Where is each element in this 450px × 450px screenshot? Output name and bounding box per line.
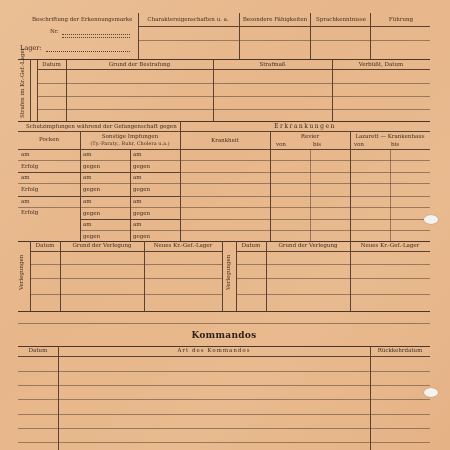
- impf-r6-c2: gegen: [83, 211, 101, 217]
- lazarett-header: Lazarett — Krankenhaus: [355, 134, 425, 140]
- lazarett-von: von: [354, 142, 364, 148]
- krankheit-header: Krankheit: [211, 138, 239, 144]
- impf-r2-c2: gegen: [83, 164, 101, 170]
- sprachen-header: Sprachkenntnisse: [316, 17, 366, 23]
- verlegungen-side-label-left: Verlegungen: [19, 254, 25, 290]
- impf-r6-c3: gegen: [133, 211, 151, 217]
- lazarett-bis: bis: [391, 142, 400, 148]
- impf-r8-c2: gegen: [83, 234, 101, 240]
- verl-neues-left: Neues Kr.-Gef.-Lager: [153, 243, 213, 249]
- impf-r4-c2: gegen: [83, 187, 101, 193]
- impf-r2-c1: Erfolg: [21, 164, 39, 170]
- punch-hole-upper: [424, 215, 438, 224]
- faehigkeiten-header: Besondere Fähigkeiten: [242, 17, 308, 23]
- revier-von: von: [276, 142, 286, 148]
- sonstige-sub: (Ty.-Paraty., Ruhr, Cholera u.a.): [90, 141, 170, 147]
- kommandos-rueckkehr-header: Rückkehrdatum: [377, 348, 423, 354]
- verlegungen-side-label-right: Verlegungen: [226, 254, 232, 290]
- fuehrung-header: Führung: [388, 17, 414, 23]
- sonstige-header: Sonstige Impfungen: [101, 134, 159, 140]
- impf-r7-c2: am: [83, 222, 92, 228]
- impf-r4-c1: Erfolg: [21, 187, 39, 193]
- impf-r3-c3: am: [133, 175, 142, 181]
- punch-hole-lower: [424, 388, 438, 397]
- verl-neues-right: Neues Kr.-Gef.-Lager: [360, 243, 420, 249]
- impf-r4-c3: gegen: [133, 187, 151, 193]
- impf-r5-c2: am: [83, 199, 92, 205]
- lager-label: Lager:: [20, 44, 42, 52]
- strafen-verbuesst-header: Verbüßt, Datum: [358, 62, 404, 68]
- impf-r5-c3: am: [133, 199, 142, 205]
- strafen-strafmass-header: Strafmaß: [259, 62, 286, 68]
- verl-datum-right: Datum: [241, 243, 261, 249]
- verl-datum-left: Datum: [35, 243, 55, 249]
- impf-r6-c1: Erfolg: [21, 210, 39, 216]
- revier-bis: bis: [313, 142, 322, 148]
- impf-r3-c2: am: [83, 175, 92, 181]
- pocken-header: Pocken: [39, 137, 59, 143]
- impf-r1-c2: am: [83, 152, 92, 158]
- strafen-datum-header: Datum: [42, 62, 61, 68]
- kommandos-art-header: Art des Kommandos: [177, 348, 251, 354]
- charakter-header: Charaktereigenschaften u. a.: [147, 17, 229, 23]
- impf-r5-c1: am: [21, 199, 30, 205]
- impf-r7-c3: am: [133, 222, 142, 228]
- strafen-grund-header: Grund der Bestrafung: [108, 62, 171, 68]
- erkennungsmarke-label: Beschriftung der Erkennungsmarke: [32, 17, 133, 23]
- impfungen-heading: Schutzimpfungen während der Gefangenschaft gegen: [26, 124, 177, 130]
- verl-grund-right: Grund der Verlegung: [278, 243, 338, 249]
- strafen-side-label: Strafen im Kr.-Gef.-Lager: [20, 47, 26, 118]
- kommandos-datum-header: Datum: [28, 348, 48, 354]
- erkrankungen-heading: Erkrankungen: [274, 123, 336, 130]
- impf-r1-c3: am: [133, 152, 142, 158]
- kommandos-title: Kommandos: [191, 331, 257, 341]
- nr-label: Nr.: [50, 29, 59, 35]
- revier-header: Revier: [300, 134, 320, 140]
- verl-grund-left: Grund der Verlegung: [72, 243, 132, 249]
- impf-r1-c1: am: [21, 152, 30, 158]
- impf-r3-c1: am: [21, 175, 30, 181]
- impf-r2-c3: gegen: [133, 164, 151, 170]
- impf-r8-c3: gegen: [133, 234, 151, 240]
